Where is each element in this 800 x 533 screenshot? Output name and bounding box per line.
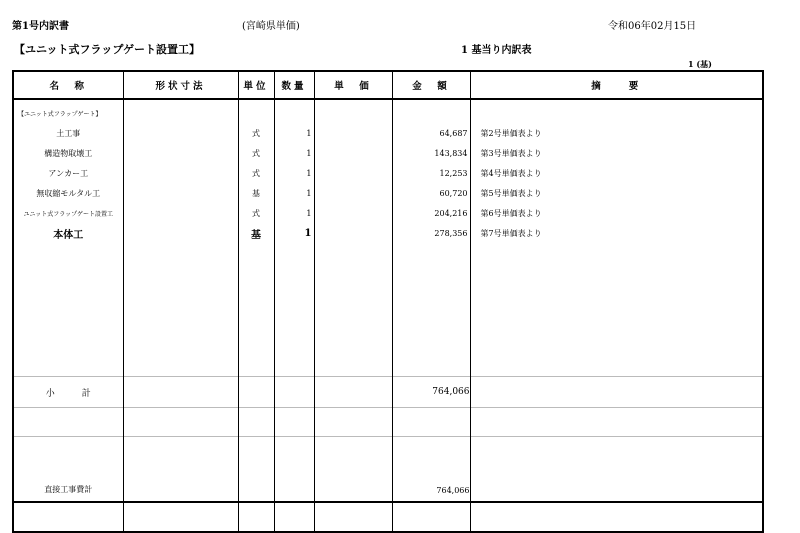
table-row-unit: 式 [252,128,260,138]
table-row-remarks: 第4号単価表より [480,168,542,178]
table-row-amount: 60,720 [439,188,468,198]
table-row-amount: 204,216 [434,208,468,218]
table-row-name: アンカー工 [48,168,89,178]
table-row-qty: 1 [306,188,312,198]
name-column [13,99,123,377]
table-row-qty: 1 [306,168,312,178]
table-row-name: 土工事 [56,128,81,138]
amount-column [392,99,470,377]
direct-cost-label: 直接工事費計 [13,437,123,503]
document-number: 第1号内訳書 [12,21,69,32]
table-row-unit: 式 [252,208,260,218]
breakdown-table [12,70,764,533]
empty-row [13,408,763,437]
unit-count: 1 (基) [688,59,712,69]
table-row-remarks: 第5号単価表より [480,188,542,198]
subtotal-row [13,377,763,408]
qty-column [274,99,314,377]
price-basis: (宮崎県単価) [242,21,300,32]
subtotal-label: 小 計 [13,377,123,408]
work-title: 【ユニット式フラップゲート設置工】 [14,43,201,56]
table-row-amount: 64,687 [439,128,468,138]
section-label: 【ユニット式フラップゲート】 [18,110,102,118]
table-row-amount: 278,356 [434,228,468,238]
unit-price-column [314,99,392,377]
direct-cost-amount: 764,066 [392,437,470,503]
footer-row [13,502,763,532]
direct-cost-row [13,437,763,503]
table-row-unit: 基 [252,188,260,198]
col-header-amount: 金 額 [392,71,470,99]
col-header-unit-price: 単 価 [314,71,392,99]
table-row-qty: 1 [306,208,312,218]
table-row-unit: 式 [252,168,260,178]
table-header-row [13,71,763,99]
table-row-name: 本体工 [53,229,84,241]
table-row-unit: 式 [252,148,260,158]
table-row-remarks: 第2号単価表より [480,128,542,138]
table-row-name: 無収縮モルタル工 [36,188,101,198]
table-row-qty: 1 [306,128,312,138]
table-row-name: ユニット式フラップゲート設置工 [23,210,113,218]
table-row-remarks: 第3号単価表より [480,148,542,158]
table-row-name: 構造物取壊工 [44,148,93,158]
col-header-unit: 単位 [238,71,274,99]
unit-column [238,99,274,377]
col-header-qty: 数量 [274,71,314,99]
items-block [13,99,763,377]
table-row-qty: 1 [304,227,312,239]
table-row-qty: 1 [306,148,312,158]
table-row-remarks: 第7号単価表より [480,228,542,238]
table-row-amount: 143,834 [434,148,468,158]
document-date: 令和06年02月15日 [608,21,697,32]
col-header-spec: 形状寸法 [123,71,238,99]
col-header-remarks: 摘 要 [470,71,763,99]
table-row-amount: 12,253 [439,168,468,178]
unit-breakdown-title: 1 基当り内訳表 [461,45,532,56]
remarks-column [470,99,763,377]
col-header-name: 名 称 [13,71,123,99]
subtotal-amount: 764,066 [392,377,470,408]
table-row-remarks: 第6号単価表より [480,208,542,218]
table-row-unit: 基 [251,229,261,241]
spec-column [123,99,238,377]
